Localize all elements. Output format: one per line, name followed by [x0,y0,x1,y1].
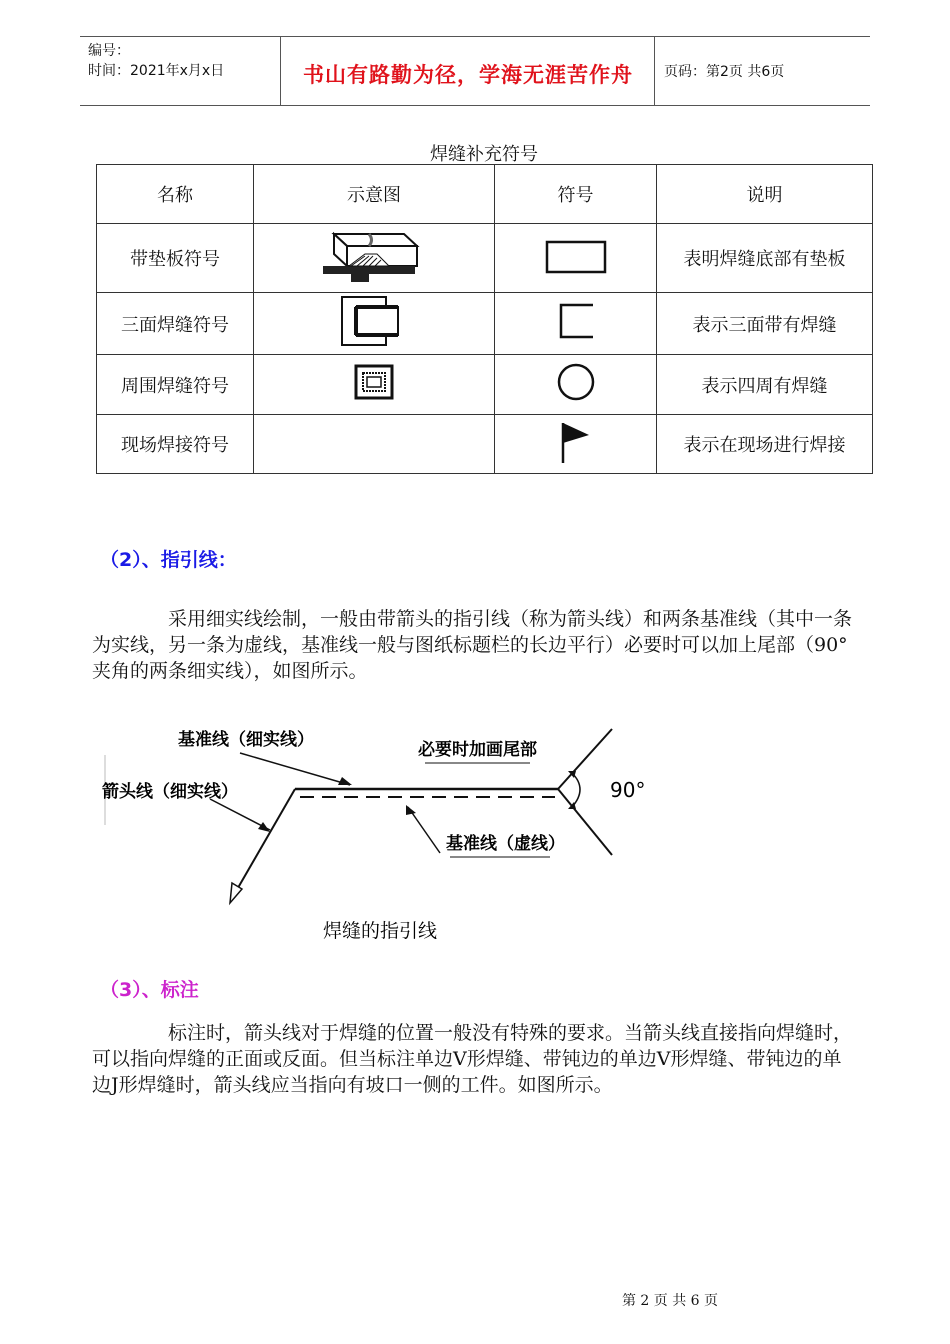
backing-plate-diagram [254,224,495,293]
row-name: 周围焊缝符号 [97,355,254,415]
row-name: 现场焊接符号 [97,415,254,474]
column-header: 说明 [657,165,873,224]
header-left [88,41,224,81]
table-row [97,224,873,293]
row-name: 带垫板符号 [97,224,254,293]
all-around-weld-illustration [349,362,399,402]
table-caption: 焊缝补充符号 [430,144,538,165]
three-side-symbol [495,293,657,355]
label-base-dashed: 基准线（虚线） [446,834,565,854]
page-header [80,36,870,106]
section-2-title: （2）、指引线： [100,549,237,571]
figure-caption: 焊缝的指引线 [323,920,438,942]
circle-symbol-icon [551,359,601,405]
header-divider [654,37,655,105]
table-row [97,415,873,474]
field-weld-diagram [254,415,495,474]
three-side-diagram [254,293,495,355]
backing-plate-symbol [495,224,657,293]
bracket-symbol-icon [551,299,601,343]
label-base-solid: 基准线（细实线） [178,730,314,750]
table-row [97,293,873,355]
all-around-diagram [254,355,495,415]
label-arrow: 箭头线（细实线） [102,782,238,802]
label-tail: 必要时加画尾部 [418,740,537,760]
table-row [97,355,873,415]
backing-plate-illustration [319,226,429,286]
section-3-title: （3）、标注 [100,979,199,1001]
header-divider [280,37,281,105]
section-3-paragraph: 标注时，箭头线对于焊缝的位置一般没有特殊的要求。当箭头线直接指向焊缝时，可以指向焊缝的正面或反面。但当标注单边V形焊缝、带钝边的单边V形焊缝、带钝边的单边J形焊缝时，箭头线应当指向有坡口一侧的工件。如图所示。 [92,1022,853,1096]
row-desc: 表明焊缝底部有垫板 [657,224,873,293]
row-name: 三面焊缝符号 [97,293,254,355]
table-header-row [97,165,873,224]
label-angle: 90° [610,778,646,802]
column-header: 符号 [495,165,657,224]
number-label: 编号： [88,43,130,59]
header-page-info: 页码：第2页 共6页 [664,64,785,80]
section-2-paragraph: 采用细实线绘制，一般由带箭头的指引线（称为箭头线）和两条基准线（其中一条为实线，另一条为虚线，基准线一般与图纸标题栏的长边平行）必要时可以加上尾部（90°夹角的两条细实线），如图所示。 [92,608,853,682]
field-weld-symbol [495,415,657,474]
weld-symbol-table [96,164,873,474]
row-desc: 表示在现场进行焊接 [657,415,873,474]
column-header: 名称 [97,165,254,224]
leader-line-figure [90,715,650,955]
rectangle-symbol-icon [541,236,611,276]
flag-symbol-icon [551,417,601,467]
row-desc: 表示四周有焊缝 [657,355,873,415]
header-motto: 书山有路勤为径，学海无涯苦作舟 [303,63,633,87]
page-footer: 第 2 页 共 6 页 [621,1293,719,1309]
three-side-weld-illustration [334,293,414,349]
date-label: 时间：2021年x月x日 [88,63,225,79]
row-desc: 表示三面带有焊缝 [657,293,873,355]
column-header: 示意图 [254,165,495,224]
all-around-symbol [495,355,657,415]
